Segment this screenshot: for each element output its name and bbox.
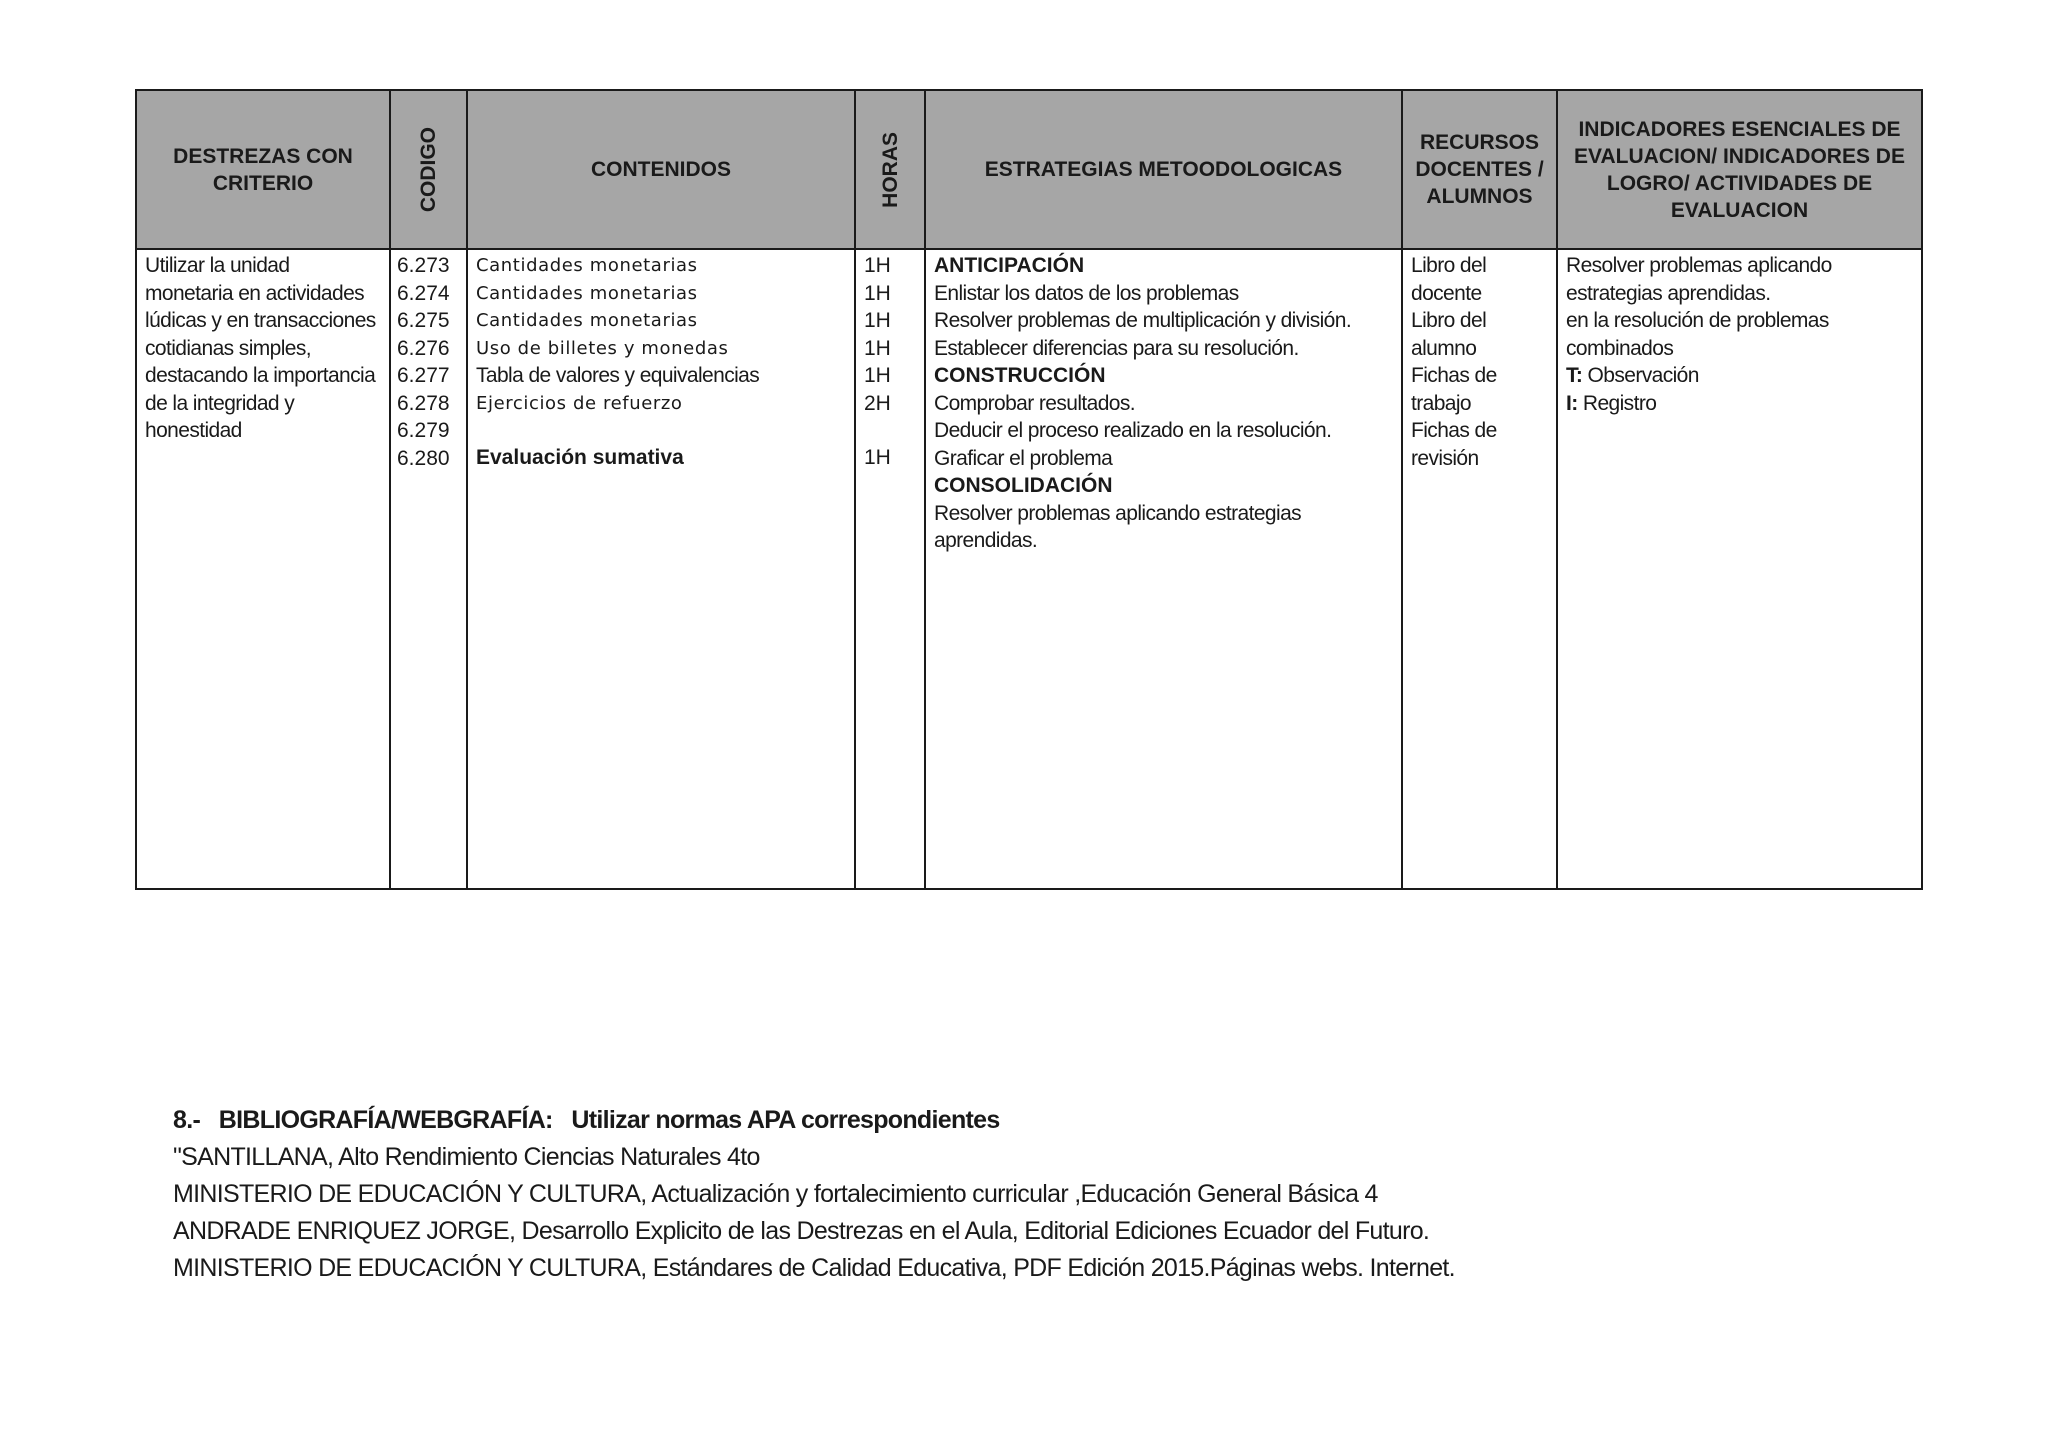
bibliography-reference: "SANTILLANA, Alto Rendimiento Ciencias Naturales 4to	[173, 1143, 760, 1171]
instrument-label: I:	[1566, 391, 1578, 415]
header-recursos: RECURSOS DOCENTES / ALUMNOS	[1402, 90, 1557, 249]
cell-codigo	[390, 249, 467, 889]
horas-value: 1H	[864, 446, 891, 469]
technique-line	[1566, 362, 1913, 390]
cell-recursos	[1402, 249, 1557, 889]
cell-indicadores	[1557, 249, 1922, 889]
contenido-item: Cantidades monetarias	[476, 255, 698, 276]
codigo-value: 6.276	[397, 336, 450, 360]
horas-value: 1H	[864, 309, 891, 332]
destrezas-line: destacando la importancia	[145, 364, 376, 387]
table-row	[136, 249, 1922, 889]
technique-label: T:	[1566, 364, 1583, 387]
horas-value: 1H	[864, 364, 891, 387]
recurso-line: alumno	[1411, 336, 1477, 360]
destrezas-line: de la integridad y	[145, 391, 295, 415]
contenido-item: Tabla de valores y equivalencias	[476, 364, 760, 387]
codigo-value: 6.277	[397, 364, 450, 387]
bibliography-reference: ANDRADE ENRIQUEZ JORGE, Desarrollo Explicito de las Destrezas en el Aula, Editorial Ediciones Ecuador del Futuro.	[173, 1217, 1430, 1245]
recurso-line: Fichas de	[1411, 419, 1497, 442]
technique-value: Observación	[1587, 364, 1699, 387]
strategy-item: Resolver problemas aplicando estrategias	[934, 501, 1302, 525]
planning-table	[135, 89, 1923, 890]
contenido-item: Evaluación sumativa	[476, 446, 684, 469]
destrezas-line: monetaria en actividades	[145, 281, 365, 305]
recurso-line: revisión	[1411, 446, 1479, 470]
cell-contenidos	[467, 249, 855, 889]
bibliography-reference: MINISTERIO DE EDUCACIÓN Y CULTURA, Actualización y fortalecimiento curricular ,Educación General Básica 4	[173, 1180, 1378, 1208]
codigo-value: 6.280	[397, 446, 450, 470]
strategy-item: Enlistar los datos de los problemas	[934, 281, 1239, 305]
header-destrezas: DESTREZAS CON CRITERIO	[136, 90, 390, 249]
codigo-value: 6.279	[397, 419, 450, 442]
codigo-value: 6.275	[397, 309, 450, 332]
contenido-item: Cantidades monetarias	[476, 282, 698, 304]
header-contenidos: CONTENIDOS	[467, 90, 855, 249]
header-estrategias: ESTRATEGIAS METOODOLOGICAS	[925, 90, 1402, 249]
header-codigo-label: CODIGO	[417, 126, 440, 213]
horas-value: 1H	[864, 281, 891, 305]
strategy-item: Establecer diferencias para su resolución.	[934, 336, 1299, 360]
recurso-line: Libro del	[1411, 254, 1487, 277]
cell-horas	[855, 249, 925, 889]
header-horas-label: HORAS	[878, 131, 902, 208]
header-horas	[855, 90, 925, 249]
horas-value: 1H	[864, 336, 891, 360]
destrezas-line: cotidianas simples,	[145, 336, 312, 360]
horas-value: 1H	[864, 254, 891, 277]
recurso-line: docente	[1411, 281, 1482, 305]
phase-title-consolidacion: CONSOLIDACIÓN	[934, 474, 1113, 497]
indicador-line: en la resolución de problemas	[1566, 309, 1829, 332]
phase-title-construccion: CONSTRUCCIÓN	[934, 364, 1106, 387]
codigo-value: 6.274	[397, 281, 450, 305]
recurso-line: Fichas de	[1411, 364, 1497, 387]
bibliography-heading: 8.- BIBLIOGRAFÍA/WEBGRAFÍA: Utilizar normas APA correspondientes	[173, 1106, 1000, 1134]
indicador-line: Resolver problemas aplicando	[1566, 254, 1832, 277]
header-row	[136, 90, 1922, 249]
bibliography-section	[173, 1102, 1773, 1287]
phase-title-anticipacion: ANTICIPACIÓN	[934, 254, 1085, 277]
strategy-item: Deducir el proceso realizado en la resolución.	[934, 419, 1332, 442]
recurso-line: Libro del	[1411, 309, 1487, 332]
contenido-item: Uso de billetes y monedas	[476, 337, 729, 359]
strategy-item: aprendidas.	[934, 529, 1038, 552]
horas-value: 2H	[864, 391, 891, 415]
destrezas-line: Utilizar la unidad	[145, 254, 290, 277]
indicador-line: combinados	[1566, 336, 1674, 360]
header-codigo	[390, 90, 467, 249]
strategy-item: Resolver problemas de multiplicación y división.	[934, 309, 1352, 332]
contenido-item: Ejercicios de refuerzo	[476, 392, 683, 414]
contenido-item: Cantidades monetarias	[476, 310, 698, 331]
codigo-value: 6.273	[397, 254, 450, 277]
recurso-line: trabajo	[1411, 391, 1472, 415]
indicador-line: estrategias aprendidas.	[1566, 281, 1771, 305]
destrezas-line: honestidad	[145, 419, 242, 442]
strategy-item: Graficar el problema	[934, 446, 1113, 470]
bibliography-reference: MINISTERIO DE EDUCACIÓN Y CULTURA, Estándares de Calidad Educativa, PDF Edición 2015.Páginas webs. Internet.	[173, 1254, 1455, 1282]
header-indicadores: INDICADORES ESENCIALES DE EVALUACION/ INDICADORES DE LOGRO/ ACTIVIDADES DE EVALUACION	[1557, 90, 1922, 249]
cell-destrezas	[136, 249, 390, 889]
destrezas-line: lúdicas y en transacciones	[145, 309, 376, 332]
codigo-value: 6.278	[397, 391, 450, 415]
instrument-line	[1566, 390, 1913, 418]
instrument-value: Registro	[1582, 391, 1657, 415]
strategy-item: Comprobar resultados.	[934, 391, 1135, 415]
cell-estrategias	[925, 249, 1402, 889]
